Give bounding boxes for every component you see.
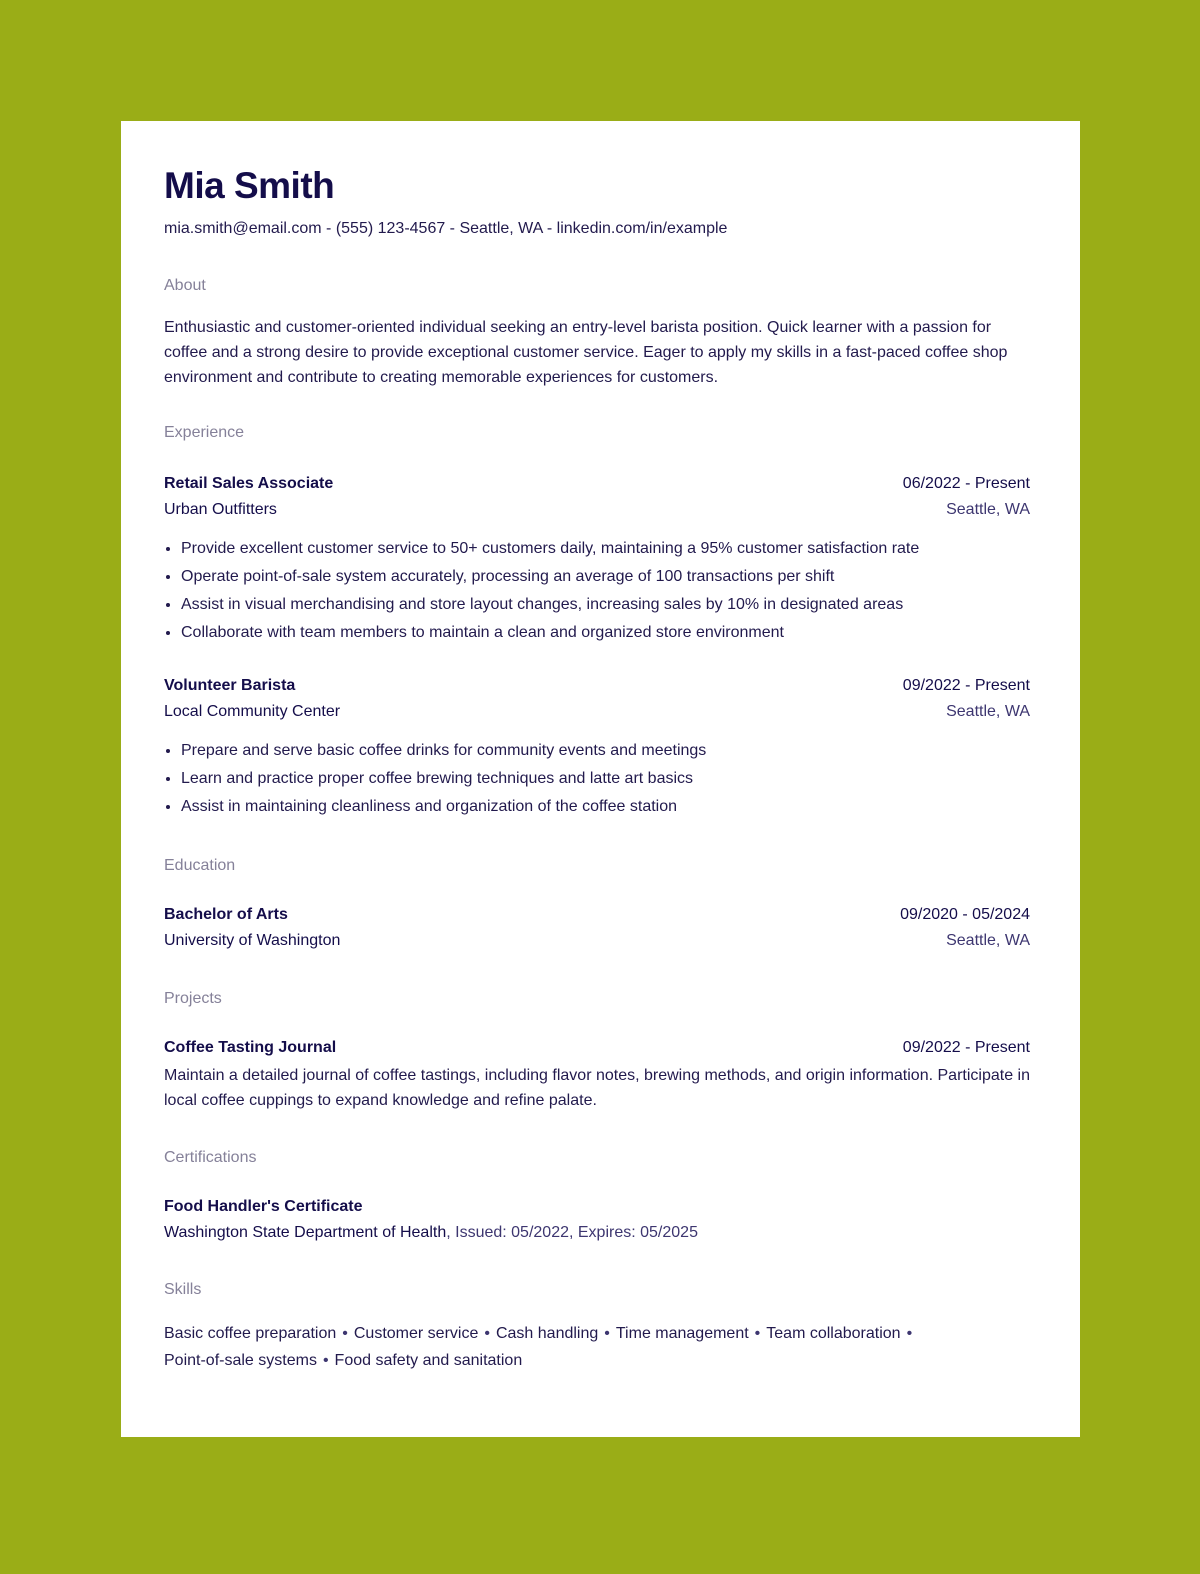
job-bullets: [164, 737, 1030, 821]
project-name: Coffee Tasting Journal: [164, 1039, 337, 1056]
job-dates: 06/2022 - Present: [902, 475, 1030, 492]
skill-separator: •: [754, 1325, 761, 1342]
skill-separator: •: [604, 1325, 610, 1342]
section-title-about: About: [164, 277, 206, 294]
certification-details: , Issued: 05/2022, Expires: 05/2025: [446, 1224, 698, 1241]
skill-separator: •: [484, 1325, 490, 1342]
experience-entry: [164, 673, 1030, 821]
bullet-item: • Collaborate with team members to maintain a clean and organized store environment: [181, 619, 1030, 647]
skill-item: Point-of-sale systems: [164, 1352, 317, 1369]
degree: Bachelor of Arts: [164, 906, 288, 923]
job-role: Retail Sales Associate: [164, 475, 334, 492]
certification-entry: [164, 1194, 1030, 1246]
bullet-item: • Assist in visual merchandising and store layout changes, increasing sales by 10% in designated areas: [181, 591, 1030, 619]
education-dates: 09/2020 - 05/2024: [900, 906, 1030, 923]
skills-list: [164, 1320, 1030, 1374]
education-entry: [164, 902, 1030, 954]
resume-page: [121, 121, 1080, 1437]
bullet-item: • Learn and practice proper coffee brewing techniques and latte art basics: [181, 765, 1030, 793]
bullet-item: • Assist in maintaining cleanliness and organization of the coffee station: [181, 793, 1030, 821]
job-company: Urban Outfitters: [164, 501, 277, 518]
section-title-projects: Projects: [164, 990, 222, 1007]
project-description: Maintain a detailed journal of coffee tastings, including flavor notes, brewing methods, and origin information. Participate in local coffee cuppings to expand knowledge and refine palate.: [164, 1067, 1030, 1109]
skill-item: Team collaboration: [766, 1325, 901, 1342]
bullet-item: • Provide excellent customer service to 50+ customers daily, maintaining a 95% customer satisfaction rate: [181, 535, 1030, 563]
section-title-experience: Experience: [164, 424, 245, 441]
section-title-skills: Skills: [164, 1281, 202, 1298]
section-title-certifications: Certifications: [164, 1149, 257, 1166]
skill-item: Customer service: [353, 1325, 479, 1342]
job-role: Volunteer Barista: [164, 677, 296, 694]
experience-entry: [164, 471, 1030, 647]
school-name: University of Washington: [164, 932, 341, 949]
project-entry: [164, 1035, 1030, 1113]
job-company: Local Community Center: [164, 703, 341, 720]
skill-item: Basic coffee preparation: [164, 1325, 337, 1342]
certification-issuer: Washington State Department of Health: [164, 1224, 447, 1241]
certification-name: Food Handler's Certificate: [164, 1198, 363, 1215]
job-location: Seattle, WA: [946, 703, 1030, 720]
skill-separator: •: [906, 1325, 913, 1342]
skill-item: Cash handling: [495, 1325, 599, 1342]
skill-separator: •: [322, 1352, 329, 1369]
bullet-item: • Operate point-of-sale system accurately, processing an average of 100 transactions per shift: [181, 563, 1030, 591]
project-dates: 09/2022 - Present: [902, 1039, 1030, 1056]
candidate-name: Mia Smith: [164, 165, 335, 206]
job-dates: 09/2022 - Present: [902, 677, 1030, 694]
job-location: Seattle, WA: [946, 501, 1030, 518]
skill-item: Food safety and sanitation: [334, 1352, 523, 1369]
contact-line: mia.smith@email.com - (555) 123-4567 - Seattle, WA - linkedin.com/in/example: [164, 220, 728, 237]
skill-separator: •: [342, 1325, 348, 1342]
about-text: Enthusiastic and customer-oriented individual seeking an entry-level barista position. Quick learner with a passion for coffee and a strong desire to provide exceptional customer service. Eager to apply my skills in a fast-paced coffee shop environment and contribute to creating memorable experiences for customers.: [164, 319, 1008, 386]
bullet-item: • Prepare and serve basic coffee drinks for community events and meetings: [181, 737, 1030, 765]
skill-item: Time management: [615, 1325, 749, 1342]
section-title-education: Education: [164, 857, 236, 874]
job-bullets: [164, 535, 1030, 647]
education-location: Seattle, WA: [946, 932, 1030, 949]
